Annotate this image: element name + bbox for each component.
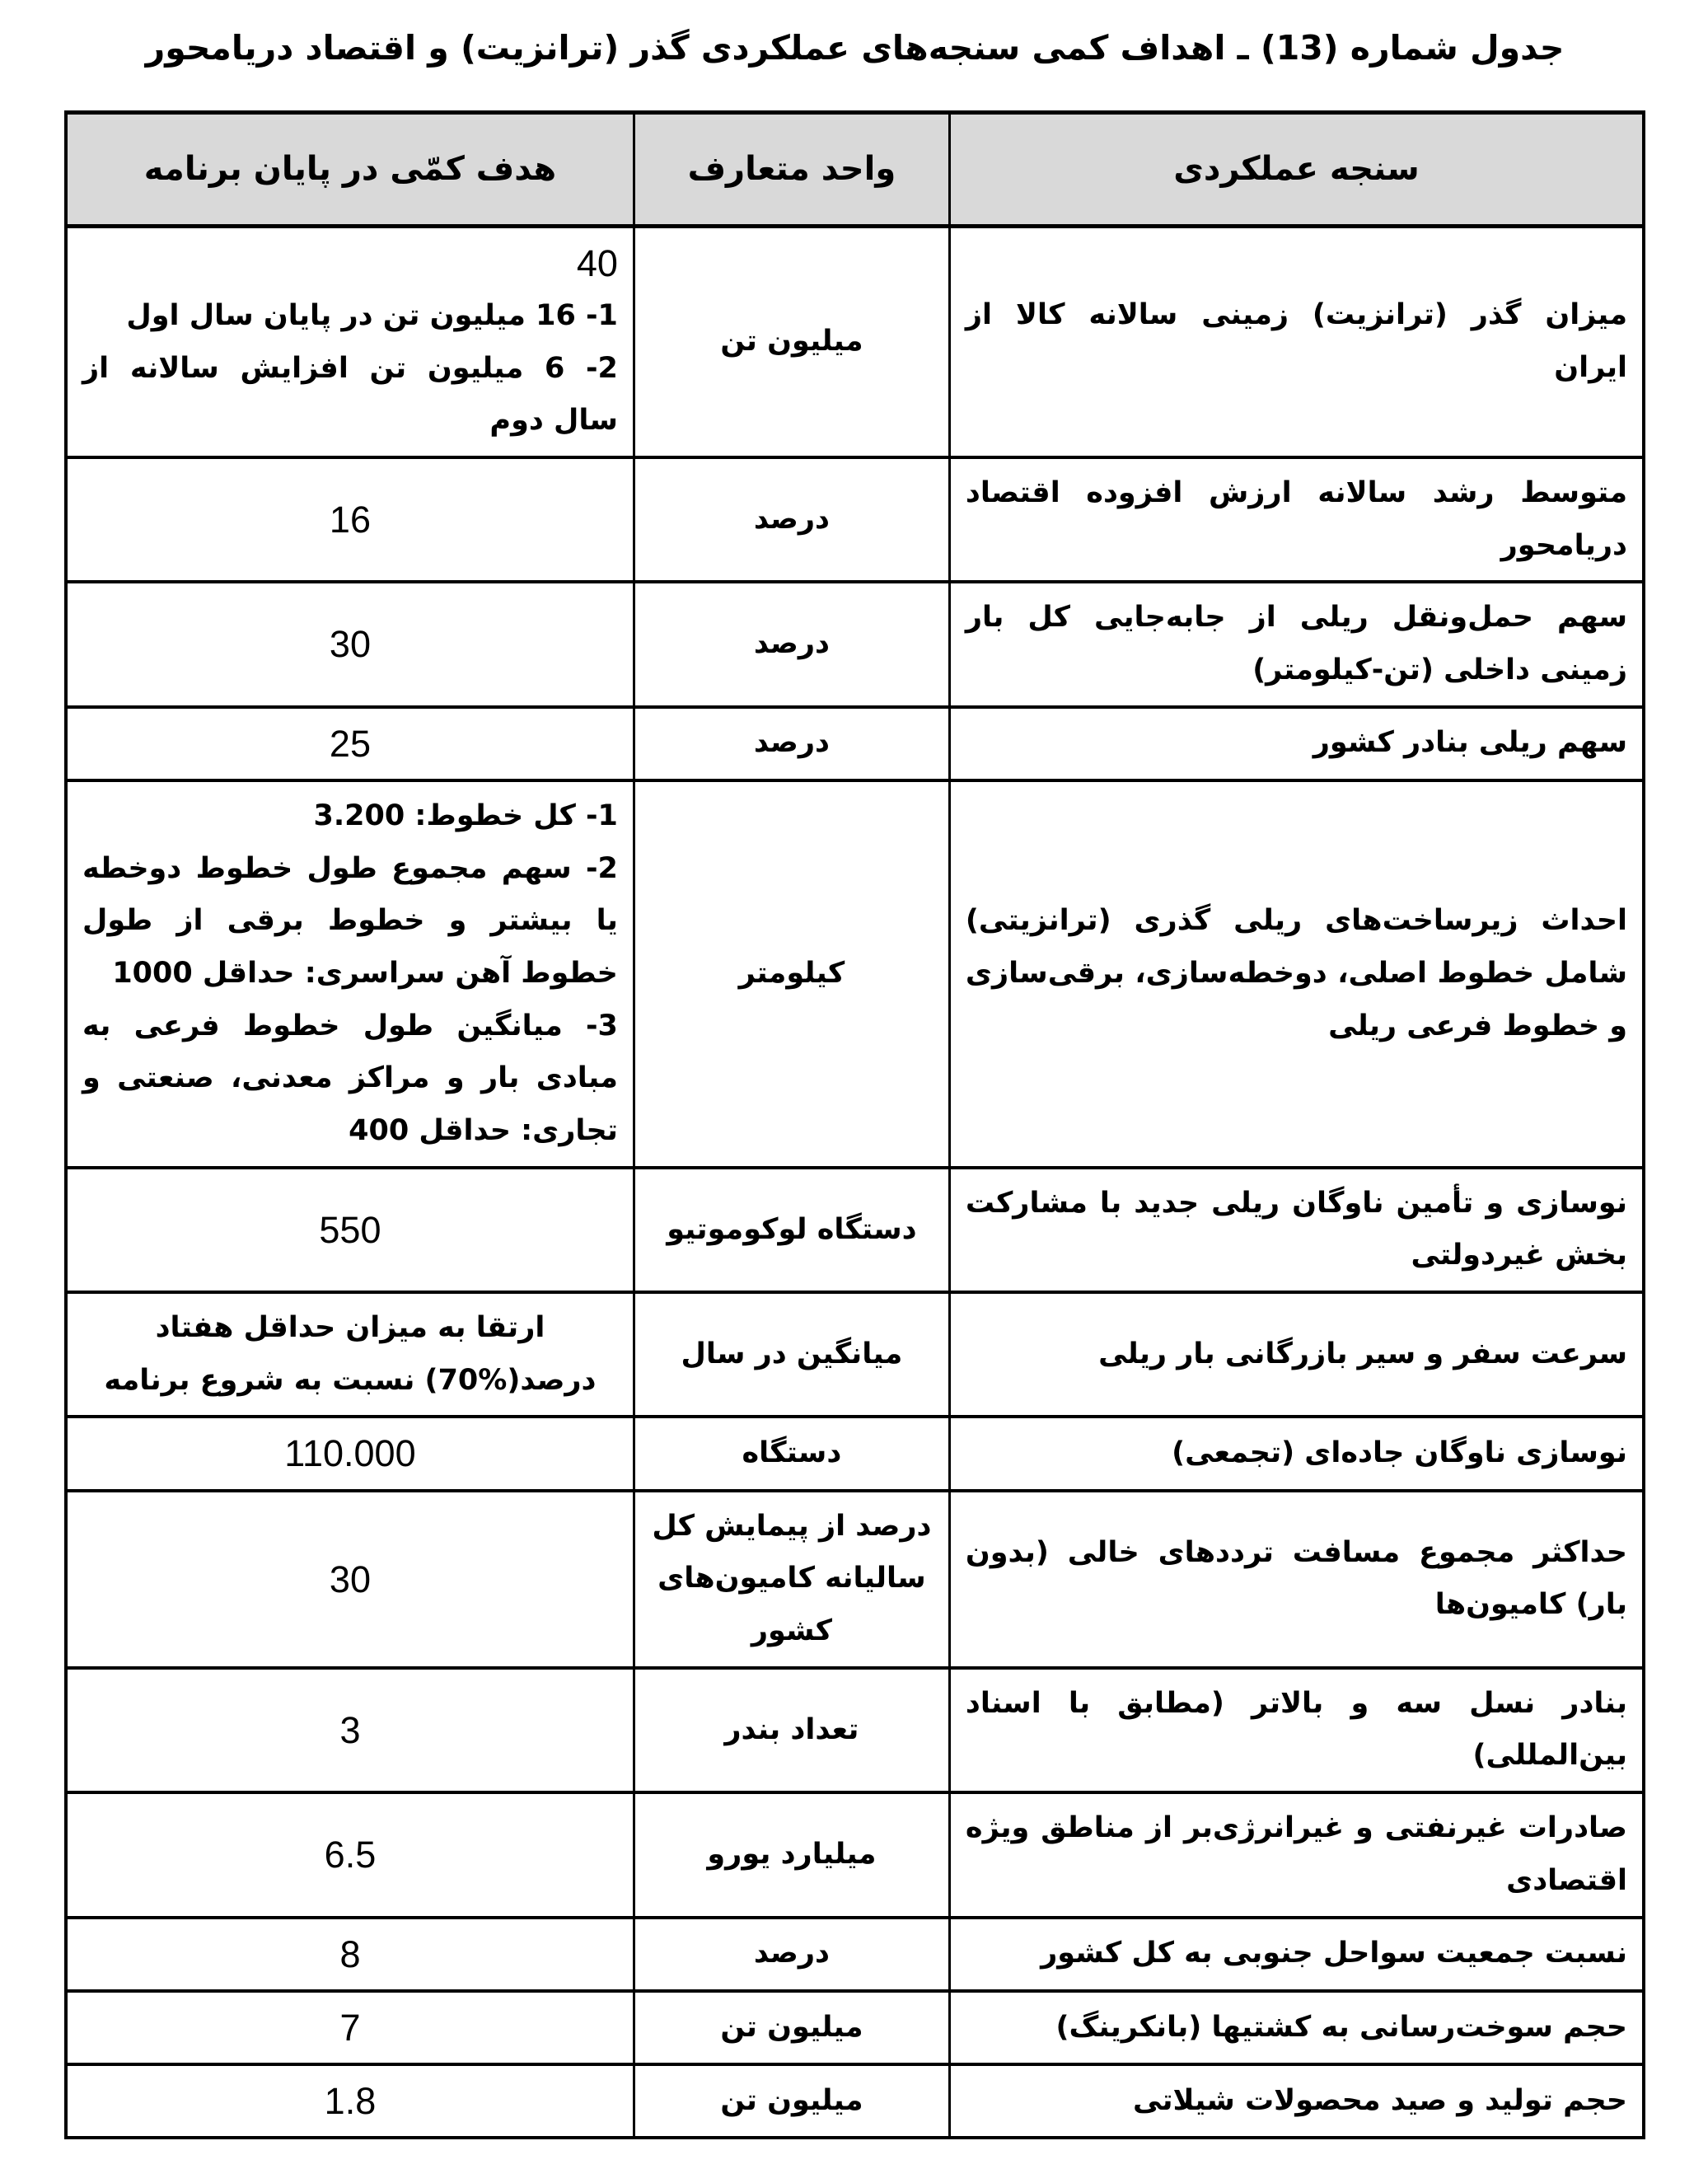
header-target: هدف کمّی در پایان برنامه	[66, 112, 634, 226]
table-row	[66, 1168, 1644, 1292]
metric-cell: سرعت سفر و سیر بازرگانی بار ریلی	[949, 1292, 1644, 1417]
unit-cell: میلیون تن	[634, 1991, 949, 2064]
unit-cell: میلیون تن	[634, 2064, 949, 2138]
table-row	[66, 2064, 1644, 2138]
metric-cell: حجم تولید و صید محصولات شیلاتی	[949, 2064, 1644, 2138]
target-cell	[66, 1991, 634, 2064]
target-line: 2- سهم مجموع طول خطوط دوخطه یا بیشتر و خطوط برقی از طول خطوط آهن سراسری: حداقل 1000	[82, 851, 618, 990]
metric-cell: نوسازی و تأمین ناوگان ریلی جدید با مشارکت بخش غیردولتی	[949, 1168, 1644, 1292]
unit-cell: میلیون تن	[634, 226, 949, 457]
unit-cell: دستگاه لوکوموتیو	[634, 1168, 949, 1292]
table-row	[66, 226, 1644, 457]
target-line: 3- میانگین طول خطوط فرعی به مبادی بار و مراکز معدنی، صنعتی و تجاری: حداقل 400	[82, 1009, 618, 1148]
unit-cell: تعداد بندر	[634, 1668, 949, 1792]
metric-cell: میزان گذر (ترانزیت) زمینی سالانه کالا از ایران	[949, 226, 1644, 457]
table-row	[66, 1417, 1644, 1490]
unit-cell: میانگین در سال	[634, 1292, 949, 1417]
target-cell	[66, 1491, 634, 1668]
metric-cell: نوسازی ناوگان جاده‌ای (تجمعی)	[949, 1417, 1644, 1490]
table-row	[66, 780, 1644, 1168]
unit-cell: کیلومتر	[634, 780, 949, 1168]
table-row	[66, 1918, 1644, 1991]
target-cell	[66, 1668, 634, 1792]
target-line: 1- 16 میلیون تن در پایان سال اول	[126, 298, 618, 332]
target-line: 110.000	[284, 1432, 416, 1475]
target-line: 3	[339, 1708, 361, 1751]
target-cell	[66, 457, 634, 582]
table-row	[66, 582, 1644, 706]
target-cell	[66, 1292, 634, 1417]
metric-cell: متوسط رشد سالانه ارزش افزوده اقتصاد دریامحور	[949, 457, 1644, 582]
target-cell	[66, 1792, 634, 1917]
unit-cell: درصد	[634, 1918, 949, 1991]
metric-cell: حداکثر مجموع مسافت ترددهای خالی (بدون بار) کامیون‌ها	[949, 1491, 1644, 1668]
unit-cell: دستگاه	[634, 1417, 949, 1490]
table-row	[66, 457, 1644, 582]
target-line: 16	[329, 498, 371, 541]
target-line: 25	[329, 722, 371, 765]
target-cell	[66, 582, 634, 706]
table-row	[66, 1792, 1644, 1917]
table-header	[66, 112, 1644, 226]
target-cell	[66, 1417, 634, 1490]
target-line: 40	[576, 241, 618, 284]
target-line: 30	[329, 623, 371, 666]
unit-cell: درصد	[634, 457, 949, 582]
metric-cell: سهم ریلی بنادر کشور	[949, 707, 1644, 780]
target-line: 550	[319, 1208, 381, 1251]
unit-cell: میلیارد یورو	[634, 1792, 949, 1917]
target-line: 7	[339, 2006, 361, 2049]
target-line: 1- کل خطوط: 3.200	[313, 799, 618, 832]
metric-cell: احداث زیرساخت‌های ریلی گذری (ترانزیتی) شامل خطوط اصلی، دوخطه‌سازی، برقی‌سازی و خطوط فرعی ریلی	[949, 780, 1644, 1168]
metric-cell: نسبت جمعیت سواحل جنوبی به کل کشور	[949, 1918, 1644, 1991]
table-row	[66, 1668, 1644, 1792]
table-row	[66, 707, 1644, 780]
metric-cell: بنادر نسل سه و بالاتر (مطابق با اسناد بین‌المللی)	[949, 1668, 1644, 1792]
header-unit: واحد متعارف	[634, 112, 949, 226]
unit-cell: درصد	[634, 582, 949, 706]
target-cell	[66, 226, 634, 457]
header-row	[66, 112, 1644, 226]
target-line: 6.5	[324, 1834, 377, 1876]
target-line: 8	[339, 1932, 361, 1975]
metric-cell: صادرات غیرنفتی و غیرانرژی‌بر از مناطق ویژه اقتصادی	[949, 1792, 1644, 1917]
target-line: 30	[329, 1558, 371, 1600]
metric-cell: حجم سوخت‌رسانی به کشتیها (بانکرینگ)	[949, 1991, 1644, 2064]
target-cell	[66, 1168, 634, 1292]
unit-cell: درصد از پیمایش کل سالیانه کامیون‌های کشور	[634, 1491, 949, 1668]
header-metric: سنجه عملکردی	[949, 112, 1644, 226]
target-cell	[66, 1918, 634, 1991]
table-row	[66, 1991, 1644, 2064]
page-title: جدول شماره (13) ـ اهداف کمی سنجه‌های عملکردی گذر (ترانزیت) و اقتصاد دریامحور	[145, 28, 1565, 68]
table-body	[66, 226, 1644, 2138]
table-row	[66, 1491, 1644, 1668]
target-line: 1.8	[324, 2080, 377, 2123]
unit-cell: درصد	[634, 707, 949, 780]
target-cell	[66, 2064, 634, 2138]
target-cell	[66, 707, 634, 780]
metrics-table	[64, 110, 1645, 2140]
metric-cell: سهم حمل‌ونقل ریلی از جابه‌جایی کل بار زمینی داخلی (تن-کیلومتر)	[949, 582, 1644, 706]
target-line: 2- 6 میلیون تن افزایش سالانه از سال دوم	[82, 351, 618, 438]
table-row	[66, 1292, 1644, 1417]
target-cell	[66, 780, 634, 1168]
target-line: ارتقا به میزان حداقل هفتاد درصد(%70) نسبت به شروع برنامه	[104, 1311, 597, 1397]
